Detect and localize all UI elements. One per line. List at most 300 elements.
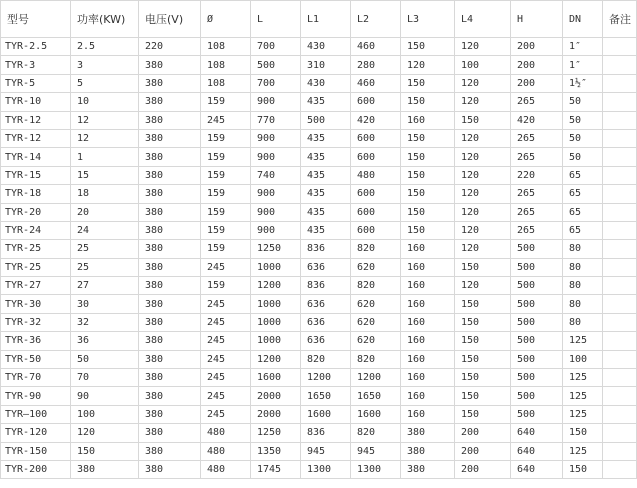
cell-length-l2: 480 <box>351 166 401 184</box>
cell-length-l: 1000 <box>251 258 301 276</box>
cell-voltage: 380 <box>139 148 201 166</box>
cell-remarks <box>603 203 637 221</box>
cell-length-l1: 310 <box>301 56 351 74</box>
cell-length-l1: 945 <box>301 442 351 460</box>
cell-remarks <box>603 38 637 56</box>
cell-length-l4: 100 <box>455 56 511 74</box>
cell-length-l: 1745 <box>251 460 301 478</box>
cell-length-l3: 150 <box>401 129 455 147</box>
cell-length-l3: 160 <box>401 295 455 313</box>
cell-power: 30 <box>71 295 139 313</box>
header-length-l2: L2 <box>351 1 401 38</box>
cell-dn: 80 <box>563 295 603 313</box>
header-voltage: 电压(V) <box>139 1 201 38</box>
cell-diameter: 108 <box>201 74 251 92</box>
cell-length-l3: 160 <box>401 405 455 423</box>
cell-length-l3: 150 <box>401 74 455 92</box>
cell-length-l1: 1200 <box>301 369 351 387</box>
cell-remarks <box>603 93 637 111</box>
cell-length-l1: 636 <box>301 295 351 313</box>
table-row <box>1 240 637 258</box>
cell-length-l4: 120 <box>455 240 511 258</box>
cell-length-l4: 120 <box>455 148 511 166</box>
header-length-l4: L4 <box>455 1 511 38</box>
table-row <box>1 56 637 74</box>
cell-height: 200 <box>511 74 563 92</box>
header-length-l: L <box>251 1 301 38</box>
cell-model: TYR-200 <box>1 460 71 478</box>
cell-length-l: 900 <box>251 129 301 147</box>
cell-power: 18 <box>71 185 139 203</box>
cell-power: 36 <box>71 332 139 350</box>
cell-dn: 50 <box>563 129 603 147</box>
cell-voltage: 380 <box>139 442 201 460</box>
cell-model: TYR-14 <box>1 148 71 166</box>
cell-height: 265 <box>511 221 563 239</box>
cell-model: TYR-50 <box>1 350 71 368</box>
cell-length-l2: 820 <box>351 424 401 442</box>
cell-length-l4: 150 <box>455 350 511 368</box>
cell-diameter: 159 <box>201 203 251 221</box>
cell-height: 265 <box>511 185 563 203</box>
cell-remarks <box>603 258 637 276</box>
cell-length-l2: 600 <box>351 221 401 239</box>
cell-voltage: 380 <box>139 387 201 405</box>
cell-voltage: 380 <box>139 221 201 239</box>
cell-remarks <box>603 166 637 184</box>
cell-dn: 65 <box>563 166 603 184</box>
cell-length-l3: 120 <box>401 56 455 74</box>
cell-model: TYR-25 <box>1 258 71 276</box>
cell-height: 500 <box>511 332 563 350</box>
cell-length-l3: 150 <box>401 166 455 184</box>
cell-model: TYR-24 <box>1 221 71 239</box>
table-row <box>1 313 637 331</box>
cell-length-l2: 620 <box>351 295 401 313</box>
cell-diameter: 159 <box>201 129 251 147</box>
cell-power: 90 <box>71 387 139 405</box>
cell-voltage: 380 <box>139 405 201 423</box>
header-dn: DN <box>563 1 603 38</box>
cell-height: 265 <box>511 203 563 221</box>
cell-remarks <box>603 332 637 350</box>
header-remarks: 备注 <box>603 1 637 38</box>
table-row <box>1 277 637 295</box>
header-diameter: Ø <box>201 1 251 38</box>
table-row <box>1 350 637 368</box>
cell-length-l1: 836 <box>301 424 351 442</box>
cell-length-l: 740 <box>251 166 301 184</box>
cell-power: 1 <box>71 148 139 166</box>
cell-height: 500 <box>511 369 563 387</box>
cell-model: TYR-70 <box>1 369 71 387</box>
cell-length-l: 900 <box>251 93 301 111</box>
cell-length-l4: 150 <box>455 313 511 331</box>
cell-length-l4: 120 <box>455 38 511 56</box>
cell-length-l: 770 <box>251 111 301 129</box>
cell-power: 15 <box>71 166 139 184</box>
cell-diameter: 159 <box>201 166 251 184</box>
cell-length-l1: 435 <box>301 148 351 166</box>
cell-remarks <box>603 74 637 92</box>
cell-length-l4: 120 <box>455 203 511 221</box>
cell-voltage: 380 <box>139 240 201 258</box>
table-row <box>1 93 637 111</box>
cell-length-l3: 150 <box>401 148 455 166</box>
cell-model: TYR-90 <box>1 387 71 405</box>
cell-voltage: 380 <box>139 369 201 387</box>
cell-length-l3: 160 <box>401 277 455 295</box>
cell-remarks <box>603 56 637 74</box>
cell-length-l1: 836 <box>301 240 351 258</box>
cell-voltage: 380 <box>139 295 201 313</box>
cell-height: 200 <box>511 38 563 56</box>
cell-length-l4: 150 <box>455 332 511 350</box>
cell-length-l4: 200 <box>455 424 511 442</box>
cell-length-l: 500 <box>251 56 301 74</box>
cell-length-l1: 435 <box>301 166 351 184</box>
cell-length-l2: 820 <box>351 350 401 368</box>
cell-length-l1: 1300 <box>301 460 351 478</box>
cell-length-l1: 430 <box>301 74 351 92</box>
cell-length-l1: 435 <box>301 185 351 203</box>
cell-length-l3: 150 <box>401 203 455 221</box>
header-height: H <box>511 1 563 38</box>
cell-remarks <box>603 387 637 405</box>
header-length-l3: L3 <box>401 1 455 38</box>
cell-voltage: 380 <box>139 277 201 295</box>
cell-model: TYR-12 <box>1 111 71 129</box>
cell-height: 500 <box>511 258 563 276</box>
cell-power: 25 <box>71 240 139 258</box>
cell-dn: 125 <box>563 405 603 423</box>
table-row <box>1 295 637 313</box>
cell-power: 32 <box>71 313 139 331</box>
cell-diameter: 245 <box>201 350 251 368</box>
cell-length-l2: 600 <box>351 185 401 203</box>
cell-dn: 65 <box>563 221 603 239</box>
cell-length-l: 1000 <box>251 313 301 331</box>
cell-power: 10 <box>71 93 139 111</box>
cell-length-l: 2000 <box>251 405 301 423</box>
cell-length-l3: 150 <box>401 185 455 203</box>
cell-remarks <box>603 148 637 166</box>
header-model: 型号 <box>1 1 71 38</box>
header-row <box>1 1 637 38</box>
cell-height: 420 <box>511 111 563 129</box>
cell-height: 500 <box>511 295 563 313</box>
cell-diameter: 480 <box>201 424 251 442</box>
cell-voltage: 380 <box>139 166 201 184</box>
cell-diameter: 245 <box>201 111 251 129</box>
cell-length-l2: 600 <box>351 148 401 166</box>
cell-dn: 80 <box>563 277 603 295</box>
cell-model: TYR-20 <box>1 203 71 221</box>
cell-voltage: 380 <box>139 424 201 442</box>
cell-voltage: 380 <box>139 74 201 92</box>
cell-dn: 80 <box>563 240 603 258</box>
cell-diameter: 159 <box>201 93 251 111</box>
cell-remarks <box>603 369 637 387</box>
cell-height: 500 <box>511 387 563 405</box>
cell-length-l2: 600 <box>351 129 401 147</box>
cell-length-l3: 380 <box>401 424 455 442</box>
cell-voltage: 380 <box>139 93 201 111</box>
table-row <box>1 424 637 442</box>
table-row <box>1 129 637 147</box>
cell-length-l2: 280 <box>351 56 401 74</box>
cell-dn: 65 <box>563 203 603 221</box>
cell-dn: 50 <box>563 93 603 111</box>
cell-remarks <box>603 460 637 478</box>
table-row <box>1 258 637 276</box>
table-row <box>1 148 637 166</box>
table-row <box>1 74 637 92</box>
cell-length-l3: 150 <box>401 93 455 111</box>
cell-voltage: 380 <box>139 185 201 203</box>
cell-voltage: 380 <box>139 258 201 276</box>
cell-length-l: 1000 <box>251 295 301 313</box>
cell-length-l: 700 <box>251 38 301 56</box>
cell-power: 380 <box>71 460 139 478</box>
cell-model: TYR-30 <box>1 295 71 313</box>
cell-model: TYR-36 <box>1 332 71 350</box>
table-row <box>1 332 637 350</box>
cell-model: TYR-18 <box>1 185 71 203</box>
cell-diameter: 159 <box>201 148 251 166</box>
table-row <box>1 221 637 239</box>
cell-length-l1: 636 <box>301 258 351 276</box>
cell-height: 265 <box>511 93 563 111</box>
cell-length-l: 700 <box>251 74 301 92</box>
cell-voltage: 380 <box>139 350 201 368</box>
cell-dn: 1″ <box>563 38 603 56</box>
cell-length-l2: 620 <box>351 313 401 331</box>
cell-height: 200 <box>511 56 563 74</box>
cell-model: TYR-2.5 <box>1 38 71 56</box>
cell-length-l4: 150 <box>455 405 511 423</box>
cell-diameter: 245 <box>201 258 251 276</box>
cell-dn: 150 <box>563 460 603 478</box>
cell-model: TYR-27 <box>1 277 71 295</box>
cell-dn: 125 <box>563 442 603 460</box>
cell-height: 500 <box>511 350 563 368</box>
cell-length-l1: 500 <box>301 111 351 129</box>
cell-model: TYR—100 <box>1 405 71 423</box>
cell-length-l4: 150 <box>455 295 511 313</box>
cell-dn: 125 <box>563 387 603 405</box>
cell-length-l1: 1600 <box>301 405 351 423</box>
cell-diameter: 480 <box>201 442 251 460</box>
cell-diameter: 245 <box>201 313 251 331</box>
cell-length-l1: 435 <box>301 203 351 221</box>
cell-length-l3: 160 <box>401 369 455 387</box>
cell-remarks <box>603 350 637 368</box>
cell-length-l4: 120 <box>455 185 511 203</box>
cell-voltage: 380 <box>139 460 201 478</box>
cell-dn: 80 <box>563 258 603 276</box>
cell-model: TYR-3 <box>1 56 71 74</box>
cell-length-l1: 435 <box>301 93 351 111</box>
cell-dn: 1½″ <box>563 74 603 92</box>
cell-length-l2: 820 <box>351 277 401 295</box>
table-row <box>1 203 637 221</box>
cell-dn: 80 <box>563 313 603 331</box>
cell-length-l: 900 <box>251 185 301 203</box>
cell-length-l4: 150 <box>455 369 511 387</box>
cell-length-l2: 1300 <box>351 460 401 478</box>
table-row <box>1 460 637 478</box>
cell-length-l: 1600 <box>251 369 301 387</box>
cell-diameter: 245 <box>201 405 251 423</box>
cell-remarks <box>603 185 637 203</box>
cell-length-l2: 945 <box>351 442 401 460</box>
cell-voltage: 380 <box>139 111 201 129</box>
cell-dn: 65 <box>563 185 603 203</box>
cell-length-l: 1200 <box>251 350 301 368</box>
cell-power: 120 <box>71 424 139 442</box>
table-row <box>1 166 637 184</box>
cell-length-l4: 150 <box>455 258 511 276</box>
cell-length-l: 1250 <box>251 424 301 442</box>
cell-diameter: 245 <box>201 332 251 350</box>
cell-voltage: 380 <box>139 129 201 147</box>
cell-dn: 125 <box>563 332 603 350</box>
cell-length-l1: 430 <box>301 38 351 56</box>
cell-power: 100 <box>71 405 139 423</box>
cell-diameter: 159 <box>201 185 251 203</box>
header-power: 功率(KW) <box>71 1 139 38</box>
cell-dn: 150 <box>563 424 603 442</box>
cell-power: 12 <box>71 129 139 147</box>
cell-voltage: 380 <box>139 56 201 74</box>
cell-voltage: 380 <box>139 332 201 350</box>
cell-dn: 50 <box>563 148 603 166</box>
cell-length-l4: 120 <box>455 129 511 147</box>
cell-height: 640 <box>511 424 563 442</box>
cell-length-l3: 160 <box>401 111 455 129</box>
cell-diameter: 159 <box>201 277 251 295</box>
cell-length-l4: 150 <box>455 111 511 129</box>
cell-length-l3: 150 <box>401 38 455 56</box>
cell-length-l1: 636 <box>301 313 351 331</box>
cell-length-l: 900 <box>251 221 301 239</box>
cell-dn: 100 <box>563 350 603 368</box>
cell-remarks <box>603 313 637 331</box>
cell-length-l2: 620 <box>351 332 401 350</box>
cell-length-l: 1200 <box>251 277 301 295</box>
table-row <box>1 369 637 387</box>
cell-remarks <box>603 405 637 423</box>
cell-length-l: 2000 <box>251 387 301 405</box>
cell-length-l1: 435 <box>301 129 351 147</box>
cell-remarks <box>603 442 637 460</box>
cell-diameter: 245 <box>201 295 251 313</box>
cell-diameter: 159 <box>201 240 251 258</box>
cell-power: 27 <box>71 277 139 295</box>
cell-height: 265 <box>511 129 563 147</box>
cell-length-l2: 420 <box>351 111 401 129</box>
cell-diameter: 245 <box>201 387 251 405</box>
cell-diameter: 480 <box>201 460 251 478</box>
cell-length-l3: 160 <box>401 350 455 368</box>
cell-length-l4: 120 <box>455 221 511 239</box>
cell-model: TYR-15 <box>1 166 71 184</box>
cell-length-l4: 200 <box>455 442 511 460</box>
cell-length-l1: 636 <box>301 332 351 350</box>
cell-height: 640 <box>511 460 563 478</box>
cell-power: 2.5 <box>71 38 139 56</box>
cell-model: TYR-25 <box>1 240 71 258</box>
cell-length-l1: 836 <box>301 277 351 295</box>
cell-power: 150 <box>71 442 139 460</box>
cell-model: TYR-150 <box>1 442 71 460</box>
table-body <box>1 38 637 479</box>
cell-length-l: 900 <box>251 148 301 166</box>
cell-length-l1: 820 <box>301 350 351 368</box>
table-row <box>1 405 637 423</box>
cell-remarks <box>603 129 637 147</box>
cell-length-l4: 120 <box>455 74 511 92</box>
cell-length-l2: 600 <box>351 203 401 221</box>
cell-length-l3: 380 <box>401 442 455 460</box>
cell-length-l4: 120 <box>455 277 511 295</box>
cell-remarks <box>603 221 637 239</box>
cell-height: 500 <box>511 240 563 258</box>
cell-remarks <box>603 424 637 442</box>
cell-length-l2: 1200 <box>351 369 401 387</box>
cell-length-l3: 160 <box>401 387 455 405</box>
cell-length-l: 1000 <box>251 332 301 350</box>
cell-height: 265 <box>511 148 563 166</box>
cell-power: 12 <box>71 111 139 129</box>
table-header <box>1 1 637 38</box>
cell-length-l4: 150 <box>455 387 511 405</box>
table-row <box>1 38 637 56</box>
cell-length-l2: 460 <box>351 38 401 56</box>
cell-dn: 1″ <box>563 56 603 74</box>
cell-length-l4: 120 <box>455 93 511 111</box>
header-length-l1: L1 <box>301 1 351 38</box>
cell-length-l1: 435 <box>301 221 351 239</box>
cell-length-l3: 160 <box>401 240 455 258</box>
cell-voltage: 380 <box>139 313 201 331</box>
cell-diameter: 108 <box>201 38 251 56</box>
cell-remarks <box>603 111 637 129</box>
cell-model: TYR-120 <box>1 424 71 442</box>
cell-remarks <box>603 295 637 313</box>
cell-length-l3: 160 <box>401 258 455 276</box>
cell-model: TYR-32 <box>1 313 71 331</box>
cell-dn: 125 <box>563 369 603 387</box>
cell-power: 50 <box>71 350 139 368</box>
cell-length-l2: 1600 <box>351 405 401 423</box>
cell-length-l4: 200 <box>455 460 511 478</box>
table-row <box>1 185 637 203</box>
cell-remarks <box>603 277 637 295</box>
cell-length-l2: 600 <box>351 93 401 111</box>
cell-power: 24 <box>71 221 139 239</box>
cell-model: TYR-5 <box>1 74 71 92</box>
cell-length-l: 1350 <box>251 442 301 460</box>
cell-length-l4: 120 <box>455 166 511 184</box>
cell-voltage: 380 <box>139 203 201 221</box>
cell-power: 70 <box>71 369 139 387</box>
cell-height: 640 <box>511 442 563 460</box>
cell-height: 500 <box>511 313 563 331</box>
cell-length-l2: 820 <box>351 240 401 258</box>
cell-diameter: 245 <box>201 369 251 387</box>
